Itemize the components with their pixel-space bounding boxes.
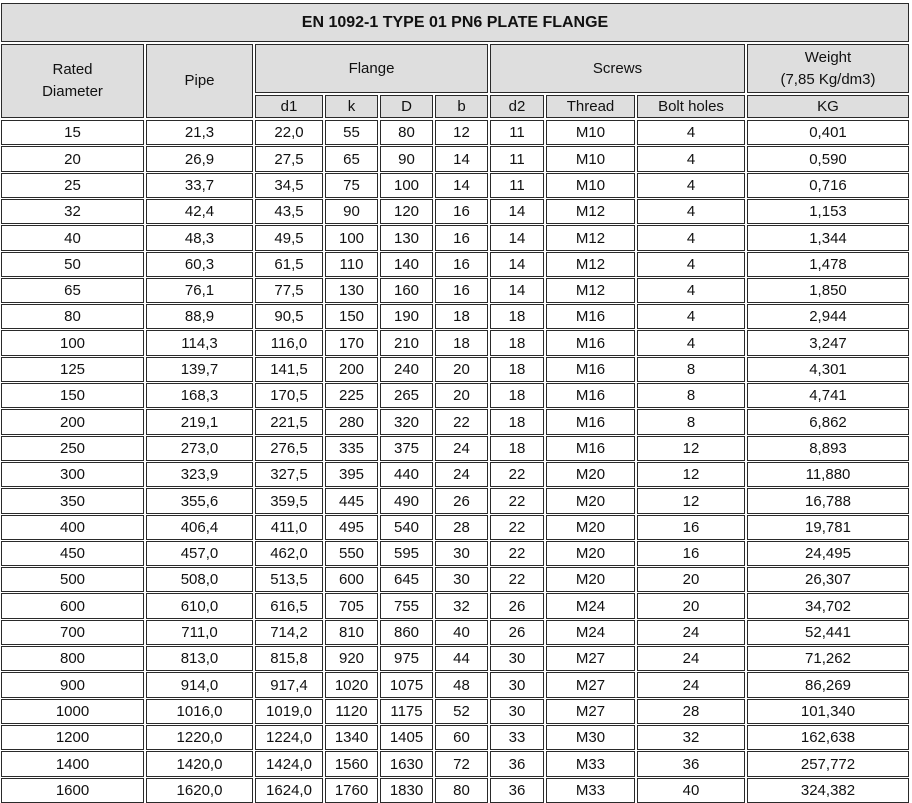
weight-kg-cell: 1,153 xyxy=(747,199,909,224)
k-cell: 445 xyxy=(325,488,378,514)
d1-cell: 1424,0 xyxy=(255,751,323,777)
D-cell: 975 xyxy=(380,646,433,671)
d1-cell: 411,0 xyxy=(255,515,323,540)
b-cell: 72 xyxy=(435,751,488,777)
rated-diameter-cell: 1400 xyxy=(1,751,144,777)
weight-header-line1: Weight xyxy=(804,48,852,66)
b-header: b xyxy=(435,95,488,118)
thread-cell: M16 xyxy=(546,357,635,382)
D-cell: 540 xyxy=(380,515,433,540)
bolt-holes-cell: 20 xyxy=(637,567,745,592)
d2-cell: 18 xyxy=(490,304,544,329)
k-cell: 100 xyxy=(325,225,378,251)
b-cell: 20 xyxy=(435,357,488,382)
k-cell: 65 xyxy=(325,146,378,172)
k-cell: 150 xyxy=(325,304,378,329)
d2-cell: 22 xyxy=(490,462,544,487)
rated-diameter-cell: 65 xyxy=(1,278,144,303)
d1-cell: 1624,0 xyxy=(255,778,323,803)
rated-diameter-cell: 250 xyxy=(1,436,144,461)
weight-kg-cell: 257,772 xyxy=(747,751,909,777)
bolt-holes-cell: 36 xyxy=(637,751,745,777)
d1-cell: 616,5 xyxy=(255,593,323,619)
D-cell: 100 xyxy=(380,173,433,198)
d1-cell: 462,0 xyxy=(255,541,323,566)
thread-cell: M33 xyxy=(546,778,635,803)
pipe-cell: 1220,0 xyxy=(146,725,253,750)
rated-diameter-cell: 40 xyxy=(1,225,144,251)
weight-kg-cell: 1,478 xyxy=(747,252,909,277)
bolt-holes-cell: 20 xyxy=(637,593,745,619)
D-cell: 160 xyxy=(380,278,433,303)
rated-diameter-cell: 150 xyxy=(1,383,144,408)
weight-kg-cell: 24,495 xyxy=(747,541,909,566)
D-cell: 265 xyxy=(380,383,433,408)
rated-diameter-cell: 1000 xyxy=(1,699,144,724)
d1-cell: 714,2 xyxy=(255,620,323,645)
weight-kg-cell: 4,741 xyxy=(747,383,909,408)
thread-cell: M27 xyxy=(546,672,635,698)
rated-diameter-cell: 300 xyxy=(1,462,144,487)
d2-cell: 22 xyxy=(490,567,544,592)
weight-kg-cell: 86,269 xyxy=(747,672,909,698)
k-cell: 395 xyxy=(325,462,378,487)
d2-cell: 18 xyxy=(490,383,544,408)
d2-cell: 14 xyxy=(490,225,544,251)
thread-cell: M10 xyxy=(546,146,635,172)
d2-cell: 11 xyxy=(490,120,544,145)
thread-cell: M16 xyxy=(546,409,635,435)
k-cell: 920 xyxy=(325,646,378,671)
k-cell: 810 xyxy=(325,620,378,645)
pipe-cell: 21,3 xyxy=(146,120,253,145)
b-cell: 20 xyxy=(435,383,488,408)
weight-kg-cell: 3,247 xyxy=(747,330,909,356)
d1-cell: 221,5 xyxy=(255,409,323,435)
d1-header: d1 xyxy=(255,95,323,118)
pipe-cell: 711,0 xyxy=(146,620,253,645)
rated-diameter-cell: 100 xyxy=(1,330,144,356)
weight-kg-cell: 71,262 xyxy=(747,646,909,671)
pipe-cell: 48,3 xyxy=(146,225,253,251)
bolt-holes-cell: 32 xyxy=(637,725,745,750)
bolt-holes-cell: 4 xyxy=(637,120,745,145)
b-cell: 14 xyxy=(435,173,488,198)
b-cell: 14 xyxy=(435,146,488,172)
D-cell: 1630 xyxy=(380,751,433,777)
D-cell: 440 xyxy=(380,462,433,487)
k-cell: 1340 xyxy=(325,725,378,750)
weight-kg-cell: 324,382 xyxy=(747,778,909,803)
weight-kg-cell: 162,638 xyxy=(747,725,909,750)
b-cell: 44 xyxy=(435,646,488,671)
d2-cell: 14 xyxy=(490,252,544,277)
pipe-cell: 273,0 xyxy=(146,436,253,461)
bolt-holes-cell: 12 xyxy=(637,436,745,461)
bolt-holes-cell: 4 xyxy=(637,278,745,303)
d2-cell: 22 xyxy=(490,515,544,540)
weight-kg-cell: 16,788 xyxy=(747,488,909,514)
thread-cell: M24 xyxy=(546,620,635,645)
rated-diameter-cell: 700 xyxy=(1,620,144,645)
pipe-cell: 610,0 xyxy=(146,593,253,619)
bolt-holes-cell: 4 xyxy=(637,225,745,251)
pipe-cell: 406,4 xyxy=(146,515,253,540)
rated-diameter-cell: 25 xyxy=(1,173,144,198)
d1-cell: 276,5 xyxy=(255,436,323,461)
d2-cell: 22 xyxy=(490,488,544,514)
pipe-cell: 42,4 xyxy=(146,199,253,224)
rated-diameter-cell: 500 xyxy=(1,567,144,592)
d2-cell: 18 xyxy=(490,436,544,461)
b-cell: 40 xyxy=(435,620,488,645)
pipe-header: Pipe xyxy=(146,44,253,118)
thread-cell: M24 xyxy=(546,593,635,619)
k-cell: 1760 xyxy=(325,778,378,803)
rated-diameter-header-line2: Diameter xyxy=(42,83,103,100)
d1-cell: 61,5 xyxy=(255,252,323,277)
d1-cell: 34,5 xyxy=(255,173,323,198)
k-cell: 600 xyxy=(325,567,378,592)
weight-kg-cell: 0,401 xyxy=(747,120,909,145)
d1-cell: 359,5 xyxy=(255,488,323,514)
d2-cell: 14 xyxy=(490,199,544,224)
D-cell: 1405 xyxy=(380,725,433,750)
pipe-cell: 1016,0 xyxy=(146,699,253,724)
pipe-cell: 508,0 xyxy=(146,567,253,592)
bolt-holes-cell: 24 xyxy=(637,646,745,671)
k-cell: 335 xyxy=(325,436,378,461)
d2-cell: 36 xyxy=(490,751,544,777)
d1-cell: 43,5 xyxy=(255,199,323,224)
D-cell: 210 xyxy=(380,330,433,356)
b-cell: 24 xyxy=(435,462,488,487)
weight-kg-cell: 8,893 xyxy=(747,436,909,461)
rated-diameter-cell: 80 xyxy=(1,304,144,329)
bolt-holes-cell: 8 xyxy=(637,383,745,408)
k-cell: 55 xyxy=(325,120,378,145)
D-cell: 240 xyxy=(380,357,433,382)
b-cell: 12 xyxy=(435,120,488,145)
d1-cell: 77,5 xyxy=(255,278,323,303)
D-cell: 1075 xyxy=(380,672,433,698)
thread-cell: M12 xyxy=(546,278,635,303)
pipe-cell: 168,3 xyxy=(146,383,253,408)
thread-cell: M12 xyxy=(546,252,635,277)
bolt-holes-cell: 4 xyxy=(637,146,745,172)
weight-kg-cell: 0,590 xyxy=(747,146,909,172)
thread-cell: M20 xyxy=(546,515,635,540)
d2-cell: 30 xyxy=(490,646,544,671)
k-header: k xyxy=(325,95,378,118)
table-title: EN 1092-1 TYPE 01 PN6 PLATE FLANGE xyxy=(1,3,909,42)
b-cell: 30 xyxy=(435,567,488,592)
bolt-holes-cell: 40 xyxy=(637,778,745,803)
pipe-cell: 914,0 xyxy=(146,672,253,698)
rated-diameter-cell: 32 xyxy=(1,199,144,224)
rated-diameter-cell: 200 xyxy=(1,409,144,435)
pipe-cell: 60,3 xyxy=(146,252,253,277)
rated-diameter-cell: 350 xyxy=(1,488,144,514)
D-cell: 90 xyxy=(380,146,433,172)
d2-cell: 18 xyxy=(490,409,544,435)
b-cell: 26 xyxy=(435,488,488,514)
bolt-holes-cell: 24 xyxy=(637,620,745,645)
weight-kg-cell: 52,441 xyxy=(747,620,909,645)
d2-cell: 11 xyxy=(490,173,544,198)
pipe-cell: 323,9 xyxy=(146,462,253,487)
pipe-cell: 114,3 xyxy=(146,330,253,356)
bolt-holes-cell: 12 xyxy=(637,488,745,514)
bolt-holes-cell: 16 xyxy=(637,515,745,540)
b-cell: 16 xyxy=(435,278,488,303)
rated-diameter-cell: 900 xyxy=(1,672,144,698)
rated-diameter-cell: 1600 xyxy=(1,778,144,803)
pipe-cell: 26,9 xyxy=(146,146,253,172)
weight-kg-cell: 11,880 xyxy=(747,462,909,487)
d1-cell: 90,5 xyxy=(255,304,323,329)
D-cell: 755 xyxy=(380,593,433,619)
rated-diameter-cell: 450 xyxy=(1,541,144,566)
D-cell: 1175 xyxy=(380,699,433,724)
k-cell: 495 xyxy=(325,515,378,540)
weight-header xyxy=(747,44,909,93)
k-cell: 225 xyxy=(325,383,378,408)
d2-cell: 11 xyxy=(490,146,544,172)
d2-cell: 22 xyxy=(490,541,544,566)
bolt-holes-header: Bolt holes xyxy=(637,95,745,118)
b-cell: 18 xyxy=(435,304,488,329)
b-cell: 30 xyxy=(435,541,488,566)
b-cell: 22 xyxy=(435,409,488,435)
rated-diameter-cell: 50 xyxy=(1,252,144,277)
rated-diameter-cell: 800 xyxy=(1,646,144,671)
d1-cell: 513,5 xyxy=(255,567,323,592)
D-cell: 120 xyxy=(380,199,433,224)
d2-cell: 18 xyxy=(490,330,544,356)
k-cell: 705 xyxy=(325,593,378,619)
thread-header: Thread xyxy=(546,95,635,118)
D-cell: 190 xyxy=(380,304,433,329)
pipe-cell: 1620,0 xyxy=(146,778,253,803)
bolt-holes-cell: 8 xyxy=(637,409,745,435)
bolt-holes-cell: 4 xyxy=(637,199,745,224)
d2-header: d2 xyxy=(490,95,544,118)
d1-cell: 49,5 xyxy=(255,225,323,251)
d2-cell: 14 xyxy=(490,278,544,303)
k-cell: 75 xyxy=(325,173,378,198)
thread-cell: M12 xyxy=(546,225,635,251)
D-cell: 375 xyxy=(380,436,433,461)
k-cell: 1020 xyxy=(325,672,378,698)
b-cell: 16 xyxy=(435,252,488,277)
k-cell: 130 xyxy=(325,278,378,303)
bolt-holes-cell: 4 xyxy=(637,252,745,277)
k-cell: 550 xyxy=(325,541,378,566)
b-cell: 32 xyxy=(435,593,488,619)
pipe-cell: 88,9 xyxy=(146,304,253,329)
pipe-cell: 76,1 xyxy=(146,278,253,303)
k-cell: 110 xyxy=(325,252,378,277)
d1-cell: 327,5 xyxy=(255,462,323,487)
d2-cell: 18 xyxy=(490,357,544,382)
d2-cell: 30 xyxy=(490,672,544,698)
weight-kg-cell: 6,862 xyxy=(747,409,909,435)
bolt-holes-cell: 28 xyxy=(637,699,745,724)
D-cell: 1830 xyxy=(380,778,433,803)
weight-kg-cell: 101,340 xyxy=(747,699,909,724)
b-cell: 52 xyxy=(435,699,488,724)
D-cell: 595 xyxy=(380,541,433,566)
D-header: D xyxy=(380,95,433,118)
flange-header: Flange xyxy=(255,44,488,93)
weight-header-line2: (7,85 Kg/dm3) xyxy=(780,70,876,88)
D-cell: 860 xyxy=(380,620,433,645)
rated-diameter-cell: 600 xyxy=(1,593,144,619)
pipe-cell: 33,7 xyxy=(146,173,253,198)
D-cell: 490 xyxy=(380,488,433,514)
rated-diameter-cell: 125 xyxy=(1,357,144,382)
rated-diameter-cell: 20 xyxy=(1,146,144,172)
rated-diameter-cell: 1200 xyxy=(1,725,144,750)
d2-cell: 36 xyxy=(490,778,544,803)
rated-diameter-header-line1: Rated xyxy=(52,61,93,78)
D-cell: 645 xyxy=(380,567,433,592)
thread-cell: M27 xyxy=(546,699,635,724)
rated-diameter-cell: 400 xyxy=(1,515,144,540)
thread-cell: M30 xyxy=(546,725,635,750)
weight-kg-cell: 26,307 xyxy=(747,567,909,592)
weight-kg-cell: 1,344 xyxy=(747,225,909,251)
pipe-cell: 139,7 xyxy=(146,357,253,382)
thread-cell: M20 xyxy=(546,488,635,514)
weight-kg-header: KG xyxy=(747,95,909,118)
d1-cell: 1019,0 xyxy=(255,699,323,724)
k-cell: 170 xyxy=(325,330,378,356)
k-cell: 200 xyxy=(325,357,378,382)
screws-header: Screws xyxy=(490,44,745,93)
d1-cell: 815,8 xyxy=(255,646,323,671)
thread-cell: M16 xyxy=(546,383,635,408)
pipe-cell: 1420,0 xyxy=(146,751,253,777)
weight-kg-cell: 4,301 xyxy=(747,357,909,382)
thread-cell: M12 xyxy=(546,199,635,224)
thread-cell: M10 xyxy=(546,173,635,198)
bolt-holes-cell: 8 xyxy=(637,357,745,382)
k-cell: 1560 xyxy=(325,751,378,777)
d2-cell: 30 xyxy=(490,699,544,724)
b-cell: 80 xyxy=(435,778,488,803)
b-cell: 18 xyxy=(435,330,488,356)
thread-cell: M27 xyxy=(546,646,635,671)
d2-cell: 33 xyxy=(490,725,544,750)
d1-cell: 917,4 xyxy=(255,672,323,698)
k-cell: 280 xyxy=(325,409,378,435)
pipe-cell: 219,1 xyxy=(146,409,253,435)
k-cell: 90 xyxy=(325,199,378,224)
bolt-holes-cell: 4 xyxy=(637,330,745,356)
b-cell: 24 xyxy=(435,436,488,461)
thread-cell: M20 xyxy=(546,462,635,487)
pipe-cell: 355,6 xyxy=(146,488,253,514)
weight-kg-cell: 34,702 xyxy=(747,593,909,619)
d1-cell: 22,0 xyxy=(255,120,323,145)
pipe-cell: 457,0 xyxy=(146,541,253,566)
rated-diameter-header xyxy=(1,44,144,118)
D-cell: 130 xyxy=(380,225,433,251)
bolt-holes-cell: 24 xyxy=(637,672,745,698)
d1-cell: 141,5 xyxy=(255,357,323,382)
thread-cell: M20 xyxy=(546,541,635,566)
thread-cell: M16 xyxy=(546,304,635,329)
weight-kg-cell: 1,850 xyxy=(747,278,909,303)
thread-cell: M16 xyxy=(546,330,635,356)
D-cell: 80 xyxy=(380,120,433,145)
weight-kg-cell: 19,781 xyxy=(747,515,909,540)
bolt-holes-cell: 12 xyxy=(637,462,745,487)
weight-kg-cell: 0,716 xyxy=(747,173,909,198)
b-cell: 28 xyxy=(435,515,488,540)
b-cell: 48 xyxy=(435,672,488,698)
bolt-holes-cell: 4 xyxy=(637,173,745,198)
k-cell: 1120 xyxy=(325,699,378,724)
thread-cell: M33 xyxy=(546,751,635,777)
thread-cell: M20 xyxy=(546,567,635,592)
thread-cell: M16 xyxy=(546,436,635,461)
d1-cell: 170,5 xyxy=(255,383,323,408)
b-cell: 16 xyxy=(435,225,488,251)
d2-cell: 26 xyxy=(490,620,544,645)
D-cell: 140 xyxy=(380,252,433,277)
d1-cell: 27,5 xyxy=(255,146,323,172)
bolt-holes-cell: 4 xyxy=(637,304,745,329)
b-cell: 60 xyxy=(435,725,488,750)
rated-diameter-cell: 15 xyxy=(1,120,144,145)
D-cell: 320 xyxy=(380,409,433,435)
d1-cell: 116,0 xyxy=(255,330,323,356)
weight-kg-cell: 2,944 xyxy=(747,304,909,329)
b-cell: 16 xyxy=(435,199,488,224)
thread-cell: M10 xyxy=(546,120,635,145)
pipe-cell: 813,0 xyxy=(146,646,253,671)
bolt-holes-cell: 16 xyxy=(637,541,745,566)
d1-cell: 1224,0 xyxy=(255,725,323,750)
d2-cell: 26 xyxy=(490,593,544,619)
